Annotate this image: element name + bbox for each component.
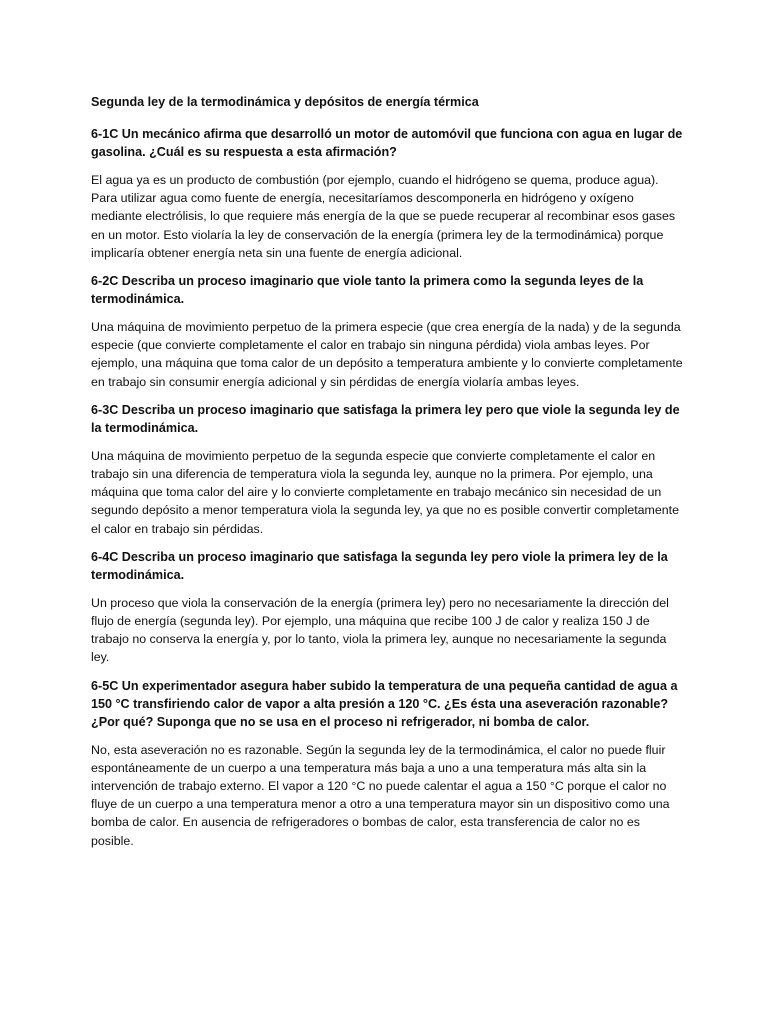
section-6-4c [91, 548, 685, 667]
section-6-5c [91, 677, 685, 850]
answer-6-5c: No, esta aseveración no es razonable. Según la segunda ley de la termodinámica, el calor no puede fluir espontáneamente de un cuerpo a una temperatura más baja a uno a una temperatura más alta sin la intervención de trabajo externo. El vapor a 120 °C no puede calentar el agua a 150 °C porque el calor no fluye de un cuerpo a una temperatura menor a otro a una temperatura mayor sin un dispositivo como una bomba de calor. En ausencia de refrigeradores o bombas de calor, esta transferencia de calor no es posible. [91, 742, 670, 848]
question-6-5c: 6-5C Un experimentador asegura haber subido la temperatura de una pequeña cantidad de agua a 150 °C transfiriendo calor de vapor a alta presión a 120 °C. ¿Es ésta una aseveración razonable? ¿Por qué? Suponga que no se usa en el proceso ni refrigerador, ni bomba de calor. [91, 678, 678, 729]
document-body [91, 93, 685, 860]
section-6-3c [91, 401, 685, 538]
question-6-3c: 6-3C Describa un proceso imaginario que satisfaga la primera ley pero que viole la segunda ley de la termodinámica. [91, 402, 680, 435]
answer-6-4c: Un proceso que viola la conservación de la energía (primera ley) pero no necesariamente la dirección del flujo de energía (segunda ley). Por ejemplo, una máquina que recibe 100 J de calor y realiza 150 J de trabajo no conserva la energía y, por lo tanto, viola la primera ley, aunque no necesariamente la segunda ley. [91, 595, 669, 665]
answer-6-2c: Una máquina de movimiento perpetuo de la primera especie (que crea energía de la nada) y de la segunda especie (que convierte completamente el calor en trabajo sin ninguna pérdida) viola ambas leyes. Por ejemplo, una máquina que toma calor de un depósito a temperatura ambiente y lo convierte completamente en trabajo sin consumir energía adicional y sin pérdidas de energía violaría ambas leyes. [91, 320, 683, 389]
section-6-1c [91, 125, 685, 262]
question-6-2c: 6-2C Describa un proceso imaginario que viole tanto la primera como la segunda leyes de la termodinámica. [91, 274, 644, 307]
section-6-2c [91, 272, 685, 391]
answer-6-3c: Una máquina de movimiento perpetuo de la segunda especie que convierte completamente el calor en trabajo sin una diferencia de temperatura viola la segunda ley, aunque no la primera. Por ejemplo, una máquina que toma calor del aire y lo convierte completamente en trabajo mecánico sin necesidad de un segundo depósito a menor temperatura viola la segunda ley, ya que no es posible convertir completamente el calor en trabajo sin pérdidas. [91, 448, 679, 536]
document-title: Segunda ley de la termodinámica y depósitos de energía térmica [91, 95, 479, 109]
question-6-4c: 6-4C Describa un proceso imaginario que satisfaga la segunda ley pero viole la primera ley de la termodinámica. [91, 549, 668, 582]
question-6-1c: 6-1C Un mecánico afirma que desarrolló un motor de automóvil que funciona con agua en lugar de gasolina. ¿Cuál es su respuesta a esta afirmación? [91, 127, 683, 159]
answer-6-1c: El agua ya es un producto de combustión (por ejemplo, cuando el hidrógeno se quema, produce agua). Para utilizar agua como fuente de energía, necesitaríamos descomponerla en hidrógeno y oxígeno mediante electrólisis, lo que requiere más energía de la que se puede recuperar al recombinar esos gases en un motor. Esto violaría la ley de conservación de la energía (primera ley de la termodinámica) porque implicaría obtener energía neta sin una fuente de energía adicional. [91, 173, 676, 260]
